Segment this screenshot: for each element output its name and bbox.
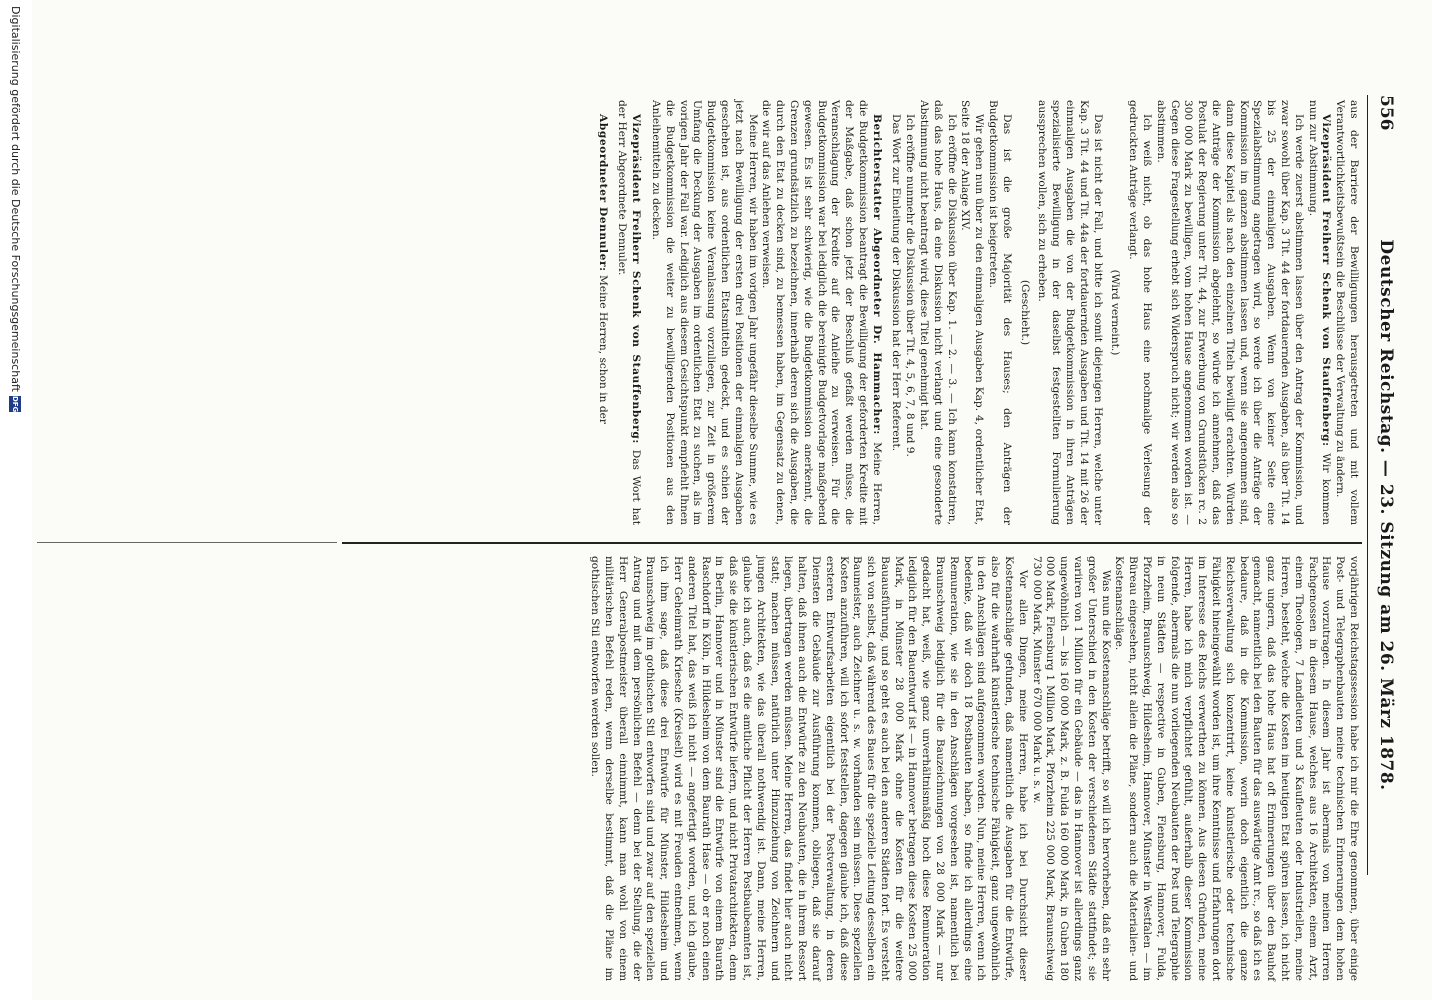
body-paragraph: Wir gehen nun über zu den einmaligen Ausgaben Kap. 4, ordentlicher Etat, Seite 18 der Anlage XIV. (959, 100, 986, 525)
speaker-name: Vizepräsident Freiherr Schenk von Stauffenberg: (630, 114, 643, 444)
speech-text: Das Wort hat der Herr Abgeordnete Dennuler. (616, 100, 643, 525)
digitization-footer (9, 6, 22, 412)
body-paragraph: Vor allen Dingen, meine Herren, habe ich bei Durchsicht dieser Kostenanschläge gefunden, daß namentlich die Ausgaben für die Entwürfe, also für die wahrhaft künstlerische technische Fähigkeit, ganz ungewöhnlich in den Anschlägen sind aufgenommen worden. Nun, meine Herren, wenn ich bedenke, daß wir doch 18 Postbauten haben, so finde ich allerdings eine Remuneration, wie sie in den Anschlägen vorgesehen ist, namentlich bei Braunschweig lediglich für die Bauzeichnungen von 28 000 Mark — nur gedacht hat, weiß, wie ganz unverhältnismäßig hoch diese Remuneration lediglich für den Bauentwurf ist — in Hannover betragen diese Kosten 25 000 Mark, in Münster 28 000 Mark ohne die Kosten für die weitere Bauausführung, und so geht es auch bei den anderen Städten fort. Es versteht sich von selbst, daß während des Baues für die spezielle Leitung desselben ein Baumeister, auch Zeichner u. s. w. vorhanden sein müssen. Diese speziellen Kosten anzuführen, will ich sofort feststellen, dagegen glaube ich, daß diese ersteren Entwurfsarbeiten eigentlich bei der Postverwaltung, in deren Diensten die Gebäude zur Ausführung kommen, obliegen, daß sie darauf halten, daß ihnen auch die Entwürfe zu den Neubauten, die in ihrem Ressort liegen, übertragen werden müssen. Meine Herren, das findet hier auch nicht statt; machen müssen, natürlich unter Hinzuziehung von Zeichnern und jungen Architekten, wie das überall nothwendig ist. Dann, meine Herren, glaube ich auch, daß es die amtliche Pflicht der Herren Postbaubeamten ist, daß sie die künstlerischen Entwürfe liefern, und nicht Privatarchitekten, denn in Berlin, Hannover und in Münster sind die Entwürfe von einem Baurath Raschdorff in Köln, in Hildesheim von dem Baurath Hase — ob er noch einen anderen Titel hat, das weiß ich nicht — angefertigt worden, und ich glaube, Herr Geheimrath Kriesche (Kreiselt) wird es mit Freuden entnehmen, wenn ich ihm sage, daß diese drei Entwürfe für Münster, Hildesheim und Braunschweig im gothischen Stil entworfen sind und zwar auf den speziellen Antrag und mit dem persönlichen Befehl — denn bei der Stellung, die der Herr Generalpostmeister überall einnimmt, kann man wohl von einem militärischen Befehl reden, wenn derselbe bestimmt, daß die Pläne im gothischen Stil entworfen werden sollen. (589, 556, 1029, 981)
dfg-logo-icon: DFG (11, 395, 20, 413)
speech-paragraph (1305, 100, 1333, 525)
body-paragraph: vorjährigen Reichstagssession habe ich mir die Ehre genommen, über einige Post- und Telegraphenbauten meine technischen Erinnerungen dem hohen Hause vorzutragen. In diesem Jahr ist abermals von meinen Herren Fachgenossen in diesem Hause, welches aus 16 Architekten, einem Arzt, einem Theologen, 7 Landleuten und 3 Kaufleuten oder Industriellen, meine Herren, besteht, welche die Kosten im heutigen Etat spüren lassen, ich nicht ganz ungern, daß das hohe Haus hat oft Erinnerungen über den Bauhof gemacht, namentlich bei den Bauten für das auswärtige Amt rc., so daß ich es bedaure, daß in die Kommission, worin doch eigentlich die ganze Reichsverwaltung sich konzentrirt, keine künstlerische oder technische Fähigkeit hineingewählt worden ist, um ihre Kenntnisse und Erfahrungen dort im Interesse des Reichs verwerthen zu können. Aus diesen Gründen, meine Herren, habe ich mich verpflichtet gefühlt, außerhalb dieser Kommission folgende, abermals die nun vorliegenden Neubauten der Post und Telegraphie in neun Städten — respective in Guben, Flensburg, Hannover, Fulda, Pforzheim, Braunschweig, Hildesheim, Hannover, Münster in Westfalen — im Büreau eingesehen, nicht allein die Pläne, sondern auch die Materialien- und Kostenanschläge. (1113, 556, 1360, 981)
body-paragraph: Ich weiß nicht, ob das hohe Haus eine nochmalige Verlesung der gedruckten Anträge verlangt. (1127, 100, 1154, 525)
body-paragraph: Das ist die große Majorität des Hauses; den Anträgen der Budgetkommission ist beigetreten. (987, 100, 1013, 525)
body-paragraph: Das Wort zur Einleitung der Diskussion hat der Herr Referent. (890, 114, 903, 452)
stage-direction: (Wird verneint.) (1109, 269, 1122, 356)
page-number: 556 (1376, 95, 1396, 131)
speech-paragraph (615, 100, 643, 525)
speech-text: Meine Herren, die Budgetkommission beantragt die Bewilligung der geforderten Kredite mit der Maßgabe, daß schon jetzt der Beschluß gefaßt werden müsse, die Veranschlagung der Kredite auf die Anleihe zu verweisen. Für die Budgetkommission war bei lediglich die bereinigte Budgetvorlage maßgebend gewesen. Es ist sehr schwierig, wie die Budgetkommission anerkennt, die Grenzen grundsätzlich zu bezeichnen, innerhalb deren sich die Ausgaben, die durch den Etat zu decken sind, zu bemessen haben, im Gegensatz zu denen, die wir auf das Anlehen verweisen. (760, 100, 883, 525)
speaker-name: Abgeordneter Dennuler: (596, 114, 609, 272)
header-rule (1367, 95, 1368, 875)
speaker-name: Berichterstatter Abgeordneter Dr. Hammacher: (870, 114, 883, 435)
body-paragraph: Ich werde zuerst abstimmen lassen über den Antrag der Kommission, und zwar sowohl über Kap. 3 Tit. 44 der fortdauernden Ausgaben, als über Tit. 14 bis 25 der einmaligen Ausgaben. Wenn von keiner Seite eine Spezialabstimmung angetragen wird, so werde ich über die Anträge der Kommission im ganzen abstimmen lassen und, wenn sie angenommen sind, dann diese Kapitel als nach den einzelnen Titeln bewilligt erachten. Würden die Anträge der Kommission abgelehnt, so würde ich annehmen, daß das Postulat der Regierung unter Tit. 44, zur Erwerbung von Grundstücken rc. 2 300 000 Mark zu bewilligen, vom hohen Hause angenommen worden ist. — Gegen diese Fragestellung erhebt sich Widerspruch nicht; wir werden also so abstimmen. (1154, 100, 1305, 525)
right-column (587, 556, 1360, 981)
column-divider (342, 542, 1362, 544)
body-paragraph: Ich eröffne nunmehr die Diskussion über Tit. 4, 5, 6, 7, 8 und 9. (904, 114, 917, 457)
page-header (1372, 95, 1396, 875)
speaker-name: Vizepräsident Freiherr Schenk von Stauffenberg: (1320, 114, 1333, 447)
column-divider-lower (37, 542, 337, 543)
speech-paragraph (759, 100, 883, 525)
speech-paragraph (595, 100, 609, 525)
body-paragraph: aus der Barriere der Bewilligungen herausgetreten und mit vollem Verantwortlichkeitsbewußtsein die Beschlüsse der Verwaltung zu ändern. (1334, 100, 1360, 525)
left-column (595, 100, 1360, 525)
body-paragraph: Meine Herren, wir haben im vorigen Jahr ungefähr dieselbe Summe, wie es jetzt nach Bewilligung der ersten drei Positionen der einmaligen Ausgaben geschehen ist, aus ordentlichen Etatsmitteln gedeckt, und es schien der Budgetkommission keine Veranlassung vorzuliegen, zur Zeit in größerem Umfang die Deckung der Ausgaben im ordentlichen Etat zu suchen, als im vorigen Jahr der Fall war. Lediglich aus diesem Gesichtspunkt empfiehlt Ihnen die Budgetkommission die weiter zu bewilligenden Positionen aus den Anleihemitteln zu decken. (649, 100, 759, 525)
speech-text: Meine Herren, schon in der (596, 275, 609, 424)
body-paragraph: Das ist nicht der Fall, und bitte ich somit diejenigen Herren, welche unter Kap. 3 Tit. 44 und Tit. 44a der fortdauernden Ausgaben und Tit. 14 mit 26 der einmaligen Ausgaben die von der Budgetkommission in ihren Anträgen spezialisierte Bewilligung in der daselbst festgestellten Formulierung aussprechen wollen, sich zu erheben. (1036, 100, 1104, 525)
body-paragraph: Ich eröffne die Diskussion über Kap. 1. — 2. — 3. — Ich kann konstatiren, daß das hohe Haus, da eine Diskussion nicht verlangt und eine gesonderte Abstimmung nicht beantragt wird, diese Titel genehmigt hat. (918, 100, 958, 525)
speech-text: Wir kommen nun zur Abstimmung. (1306, 100, 1333, 525)
paragraph-gap (883, 100, 889, 525)
footer-text: Digitalisierung gefördert durch die Deutsche Forschungsgemeinschaft (9, 6, 22, 392)
body-paragraph: Was nun die Kostenanschläge betrifft, so will ich hervorheben, daß ein sehr großer Unterschied in den Kosten der verschiedenen Städte stattfindet; sie variiren von 1 Million für ein Gebäude — das in Hannover ist allerdings ganz ungewöhnlich — bis 160 000 Mark, z. B. Fulda 160 000 Mark, in Guben 180 000 Mark, Flensburg 1 Million Mark, Pforzheim 225 000 Mark, Braunschweig 730 000 Mark, Münster 670 000 Mark u. s. w. (1030, 556, 1112, 981)
stage-direction: (Geschieht.) (1018, 279, 1031, 346)
running-title: Deutscher Reichstag. — 23. Sitzung am 26. März 1878. (1376, 239, 1396, 791)
